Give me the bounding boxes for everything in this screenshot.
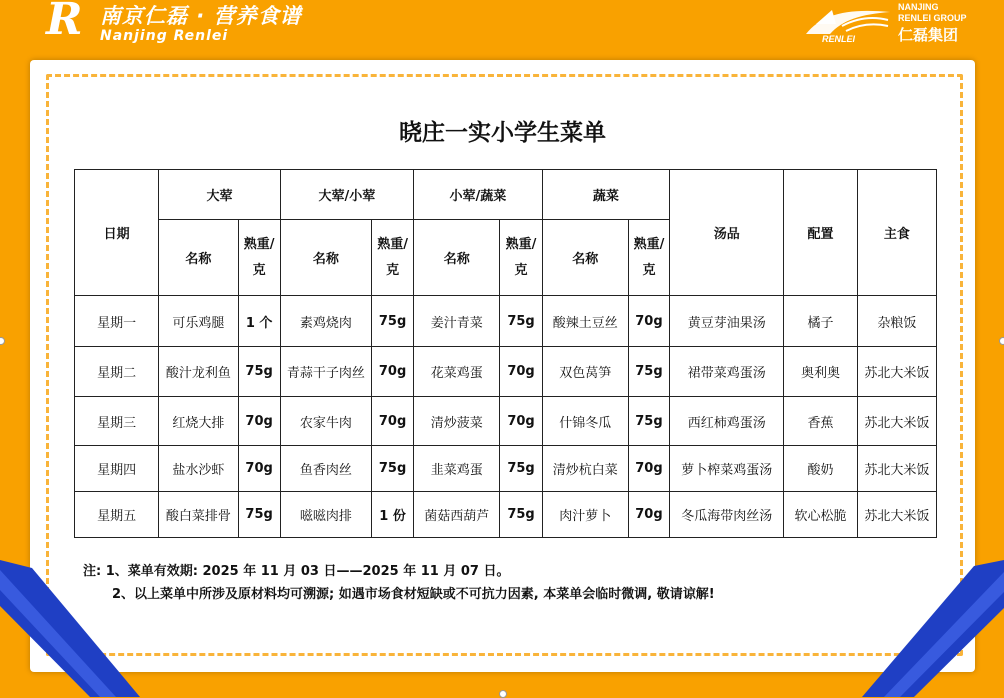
cell-w4: 75g (628, 347, 669, 397)
cell-staple: 苏北大米饭 (857, 397, 936, 446)
ribbon-right-decoration (854, 560, 1004, 697)
subheader-name: 名称 (159, 220, 238, 296)
header-group-1: 大荤 (159, 170, 280, 220)
brand-name-cn: 南京仁磊 · 营养食谱 (100, 4, 302, 28)
brand-name-en: Nanjing Renlei (100, 28, 229, 44)
cell-c2: 素鸡烧肉 (280, 296, 371, 347)
cell-soup: 黄豆芽油果汤 (670, 296, 784, 347)
cell-c3: 姜汁青菜 (414, 296, 500, 347)
resize-handle-left[interactable] (0, 337, 5, 345)
cell-side: 软心松脆 (784, 492, 857, 538)
note-line-1: 注: 1、菜单有效期: 2025 年 11 月 03 日——2025 年 11 月 07 日。 (83, 564, 510, 579)
subheader-name: 名称 (414, 220, 500, 296)
subheader-weight (238, 220, 280, 296)
subheader-weight-top: 熟重/ (505, 236, 537, 252)
header-date: 日期 (75, 170, 159, 296)
cell-c1: 酸汁龙利鱼 (159, 347, 238, 397)
cell-c4: 肉汁萝卜 (542, 492, 628, 538)
cell-day: 星期四 (75, 446, 159, 492)
cell-w1: 70g (238, 446, 280, 492)
cell-c1: 红烧大排 (159, 397, 238, 446)
cell-soup: 西红柿鸡蛋汤 (670, 397, 784, 446)
group-name-cn: 仁磊集团 (898, 26, 959, 44)
cell-c2: 农家牛肉 (280, 397, 371, 446)
subheader-name: 名称 (542, 220, 628, 296)
group-logo-icon (802, 4, 892, 44)
group-logo-text: RENLEI (822, 34, 856, 44)
cell-c4: 双色莴笋 (542, 347, 628, 397)
brand-logo-letter: R (46, 0, 83, 45)
cell-day: 星期一 (75, 296, 159, 347)
cell-w2: 1 份 (372, 492, 414, 538)
cell-c3: 韭菜鸡蛋 (414, 446, 500, 492)
cell-w4: 70g (628, 446, 669, 492)
subheader-weight-bottom: 克 (642, 262, 656, 278)
cell-w1: 70g (238, 397, 280, 446)
cell-w4: 75g (628, 397, 669, 446)
ribbon-left-decoration (0, 560, 140, 697)
subheader-weight-top: 熟重/ (633, 236, 665, 252)
table-row (75, 296, 937, 347)
subheader-weight-bottom: 克 (514, 262, 528, 278)
cell-w2: 75g (372, 296, 414, 347)
cell-c2: 嗞嗞肉排 (280, 492, 371, 538)
cell-w1: 75g (238, 347, 280, 397)
cell-w4: 70g (628, 296, 669, 347)
cell-w1: 1 个 (238, 296, 280, 347)
cell-w2: 75g (372, 446, 414, 492)
cell-c1: 盐水沙虾 (159, 446, 238, 492)
subheader-weight-top: 熟重/ (243, 236, 275, 252)
cell-c3: 花菜鸡蛋 (414, 347, 500, 397)
cell-c1: 酸白菜排骨 (159, 492, 238, 538)
cell-c3: 菌菇西葫芦 (414, 492, 500, 538)
page-title: 晓庄一实小学生菜单 (399, 120, 606, 146)
menu-card (30, 60, 975, 672)
cell-c1: 可乐鸡腿 (159, 296, 238, 347)
header-soup: 汤品 (670, 170, 784, 296)
menu-table (74, 169, 937, 538)
header-bar (0, 0, 1004, 52)
cell-c2: 青蒜干子肉丝 (280, 347, 371, 397)
cell-day: 星期三 (75, 397, 159, 446)
cell-side: 香蕉 (784, 397, 857, 446)
cell-day: 星期二 (75, 347, 159, 397)
header-side: 配置 (784, 170, 857, 296)
subheader-weight (372, 220, 414, 296)
cell-side: 橘子 (784, 296, 857, 347)
cell-c4: 酸辣土豆丝 (542, 296, 628, 347)
cell-side: 奥利奥 (784, 347, 857, 397)
cell-c4: 清炒杭白菜 (542, 446, 628, 492)
cell-w3: 70g (500, 347, 542, 397)
cell-day: 星期五 (75, 492, 159, 538)
cell-c4: 什锦冬瓜 (542, 397, 628, 446)
cell-c3: 清炒菠菜 (414, 397, 500, 446)
table-row (75, 397, 937, 446)
cell-w3: 70g (500, 397, 542, 446)
subheader-weight (500, 220, 542, 296)
cell-soup: 冬瓜海带肉丝汤 (670, 492, 784, 538)
cell-w3: 75g (500, 446, 542, 492)
table-row (75, 446, 937, 492)
header-group-2: 大荤/小荤 (280, 170, 413, 220)
cell-staple: 苏北大米饭 (857, 492, 936, 538)
subheader-weight-bottom: 克 (386, 262, 400, 278)
cell-staple: 苏北大米饭 (857, 347, 936, 397)
subheader-weight-bottom: 克 (252, 262, 266, 278)
resize-handle-right[interactable] (999, 337, 1004, 345)
table-row (75, 492, 937, 538)
cell-staple: 苏北大米饭 (857, 446, 936, 492)
subheader-weight (628, 220, 669, 296)
cell-c2: 鱼香肉丝 (280, 446, 371, 492)
cell-w2: 70g (372, 397, 414, 446)
cell-w3: 75g (500, 492, 542, 538)
header-group-4: 蔬菜 (542, 170, 669, 220)
cell-soup: 萝卜榨菜鸡蛋汤 (670, 446, 784, 492)
cell-w1: 75g (238, 492, 280, 538)
header-staple: 主食 (857, 170, 936, 296)
cell-side: 酸奶 (784, 446, 857, 492)
group-name-en-line2: RENLEI GROUP (898, 13, 967, 23)
header-group-3: 小荤/蔬菜 (414, 170, 542, 220)
cell-w2: 70g (372, 347, 414, 397)
cell-w3: 75g (500, 296, 542, 347)
subheader-weight-top: 熟重/ (377, 236, 408, 252)
subheader-name: 名称 (280, 220, 371, 296)
note-line-2: 2、以上菜单中所涉及原材料均可溯源; 如遇市场食材短缺或不可抗力因素, 本菜单会临时微调, 敬请谅解! (112, 587, 715, 602)
group-name-en-line1: NANJING (898, 2, 939, 12)
cell-staple: 杂粮饭 (857, 296, 936, 347)
cell-soup: 裙带菜鸡蛋汤 (670, 347, 784, 397)
cell-w4: 70g (628, 492, 669, 538)
table-row (75, 347, 937, 397)
